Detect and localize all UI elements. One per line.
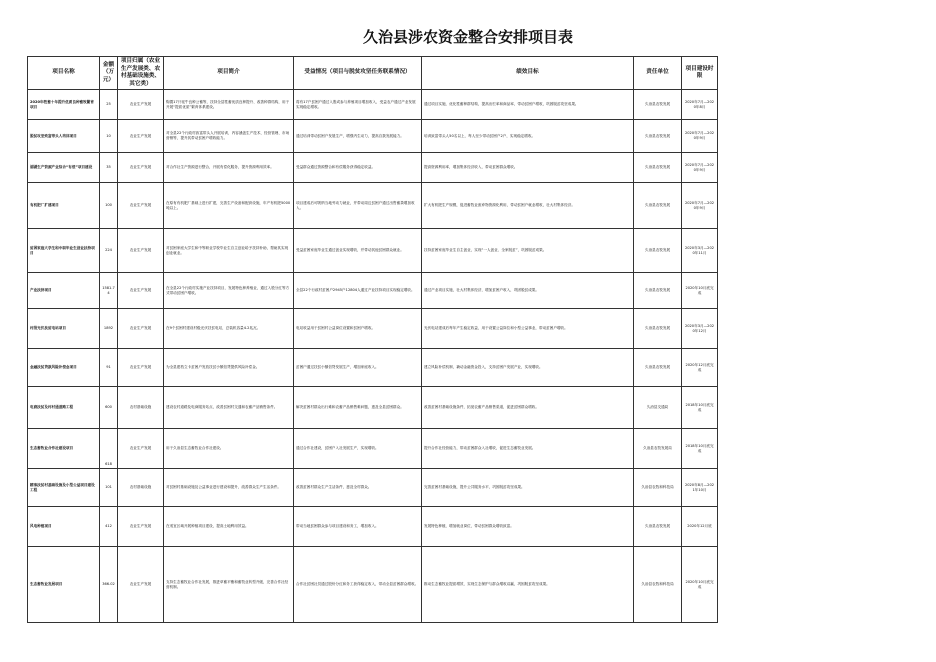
project-responsible: 久治县农牧发展局 bbox=[634, 429, 682, 469]
project-responsible: 久治县农牧发展 bbox=[634, 273, 682, 309]
project-period: 2020年7月—2020年9月 bbox=[682, 153, 718, 183]
project-amount: 618 bbox=[100, 429, 118, 469]
project-benefit: 通过培训带动贫困户发展生产，增强内生动力，提高自我发展能力。 bbox=[294, 120, 422, 153]
table-row bbox=[28, 349, 718, 387]
project-amount: 91 bbox=[100, 349, 118, 387]
table-row bbox=[28, 273, 718, 309]
project-name: 贫困家庭大学生和中职毕业生创业扶持项目 bbox=[28, 229, 100, 273]
project-name: 精准扶贫村基础设施及小型公益项目建设工程 bbox=[28, 469, 100, 507]
project-mechanism: 培训致富带头人50名以上，每人至少带动贫困户2户，实现稳定增收。 bbox=[422, 120, 634, 153]
project-intro: 用于久治县生态畜牧业合作社建设。 bbox=[164, 429, 294, 469]
project-benefit: 带动当地贫困群众参与项目建设和务工，增加收入。 bbox=[294, 507, 422, 547]
project-benefit: 受益贫困家庭毕业生通过创业实现增收，并带动其他贫困群众就业。 bbox=[294, 229, 422, 273]
project-name: 电商扶贫及村村通道路工程 bbox=[28, 387, 100, 429]
project-intro: 对全县22个行政村致富带头人开展培训，内容涵盖生产技术、经营管理、市场营销等，提升其带动贫困户增收能力。 bbox=[164, 120, 294, 153]
project-mechanism: 通过项目实施，优化牲畜种群结构，提高出栏率和商品率，带动贫困户增收，巩固脱贫攻坚成果。 bbox=[422, 90, 634, 120]
project-period: 2020年7月—2020年8月 bbox=[682, 90, 718, 120]
project-category: 农业生产发展 bbox=[118, 120, 164, 153]
project-category: 农业生产发展 bbox=[118, 547, 164, 623]
header-mechanism: 绩效目标 bbox=[422, 57, 634, 90]
project-amount: 1892 bbox=[100, 309, 118, 349]
project-name: 生态畜牧业发展项目 bbox=[28, 547, 100, 623]
project-responsible: 久治县农牧发展 bbox=[634, 183, 682, 229]
project-responsible: 久治县农牧和科技局 bbox=[634, 469, 682, 507]
project-name: 村级光伏扶贫电站项目 bbox=[28, 309, 100, 349]
project-benefit: 通过合作社建设，贫困户入社发展生产，实现增收。 bbox=[294, 429, 422, 469]
project-benefit: 贫困户通过扶贫小额信贷发展生产，增加家庭收入。 bbox=[294, 349, 422, 387]
project-benefit: 电站收益用于贫困村公益岗位设置和贫困户增收。 bbox=[294, 309, 422, 349]
project-responsible: 久治县农牧发展 bbox=[634, 309, 682, 349]
header-row bbox=[28, 57, 718, 90]
project-name: 脱贫攻坚致富带头人培训项目 bbox=[28, 120, 100, 153]
project-category: 农业生产发展 bbox=[118, 429, 164, 469]
project-responsible: 久治县农牧发展 bbox=[634, 120, 682, 153]
project-amount: 35 bbox=[100, 153, 118, 183]
project-table bbox=[27, 56, 718, 623]
table-row bbox=[28, 90, 718, 120]
project-responsible: 久治县农牧发展 bbox=[634, 349, 682, 387]
project-amount: 25 bbox=[100, 90, 118, 120]
project-mechanism: 建立风险补偿机制，撬动金融资金投入，支持贫困户发展产业，实现增收。 bbox=[422, 349, 634, 387]
project-period: 2020年3月—2020年11月 bbox=[682, 229, 718, 273]
project-intro: 对贫困村基础设施及公益事业进行建设和提升，改善群众生产生活条件。 bbox=[164, 469, 294, 507]
project-intro: 对贫困家庭大学生和中等职业学校毕业生自主创业给予扶持补助，帮助其实现创业就业。 bbox=[164, 229, 294, 273]
project-responsible: 久治县农牧发展 bbox=[634, 153, 682, 183]
project-name: 2020年牲畜十年提升优质良种畜牧繁育项目 bbox=[28, 90, 100, 120]
project-intro: 在9个贫困村建设村级光伏扶贫电站，总装机容量4.2兆瓦。 bbox=[164, 309, 294, 349]
project-intro: 为全县建档立卡贫困户发放扶贫小额信贷提供风险补偿金。 bbox=[164, 349, 294, 387]
header-benefit: 受益情况（项目与脱贫攻坚任务联系情况） bbox=[294, 57, 422, 90]
project-name: 金融扶贫贷款风险补偿金项目 bbox=[28, 349, 100, 387]
project-intro: 对合作社生产资源进行整合，开展有偿化服务，提升资源利用效率。 bbox=[164, 153, 294, 183]
project-benefit: 合作社贫困社员通过股份分红和务工获得稳定收入，带动全县贫困群众增收。 bbox=[294, 547, 422, 623]
project-mechanism: 扩大有机肥生产规模，促进畜牧业废弃物资源化利用，带动贫困户就业增收，壮大村集体经济。 bbox=[422, 183, 634, 229]
project-mechanism: 提升合作社经营能力，带动贫困群众入社增收，促进生态畜牧业发展。 bbox=[422, 429, 634, 469]
project-period: 2018年10月底完成 bbox=[682, 429, 718, 469]
project-amount: 101 bbox=[100, 469, 118, 507]
project-amount: 100 bbox=[100, 183, 118, 229]
project-category: 农业生产发展 bbox=[118, 273, 164, 309]
header-period: 项目建设时限 bbox=[682, 57, 718, 90]
project-name: 生态畜牧业合作社建设项目 bbox=[28, 429, 100, 469]
table-row bbox=[28, 547, 718, 623]
project-period: 2018年10月底完成 bbox=[682, 387, 718, 429]
project-period: 2020年3月—2020年12月 bbox=[682, 309, 718, 349]
project-benefit: 受益群众通过资源整合和有偿服务获得稳定收益。 bbox=[294, 153, 422, 183]
project-category: 农业生产发展 bbox=[118, 90, 164, 120]
header-amount: 金额（万元） bbox=[100, 57, 118, 90]
table-row bbox=[28, 229, 718, 273]
project-name: 产业扶持项目 bbox=[28, 273, 100, 309]
project-period: 2020年10月底完成 bbox=[682, 273, 718, 309]
table-row bbox=[28, 469, 718, 507]
header-name: 项目名称 bbox=[28, 57, 100, 90]
header-intro: 项目简介 bbox=[164, 57, 294, 90]
project-responsible: 久治县交通局 bbox=[634, 387, 682, 429]
project-category: 农村基础设施 bbox=[118, 387, 164, 429]
project-mechanism: 发展特色种植，增加就业岗位，带动贫困群众增收致富。 bbox=[422, 507, 634, 547]
project-benefit: 全县22个行政村贫困户2945户12804人通过产业扶持项目实现稳定增收。 bbox=[294, 273, 422, 309]
project-benefit: 改善贫困村群众生产生活条件，惠及全村群众。 bbox=[294, 469, 422, 507]
project-benefit: 将有17户贫困户通过入股或参与养殖项目增加收入，受益农户通过产业发展实现稳定增收。 bbox=[294, 90, 422, 120]
project-intro: 建设农村道路及电商服务站点，改善贫困村交通和农畜产品销售条件。 bbox=[164, 387, 294, 429]
table-row bbox=[28, 120, 718, 153]
project-responsible: 久治县农牧发展 bbox=[634, 507, 682, 547]
header-category: 项目归属（农业生产发展类、农村基础设施类、其它类） bbox=[118, 57, 164, 90]
project-name: 有机肥厂扩建项目 bbox=[28, 183, 100, 229]
project-amount: 224 bbox=[100, 229, 118, 273]
project-intro: 在原有有机肥厂基础上进行扩建，完善生产设备和配套设施，年产有机肥5000吨以上。 bbox=[164, 183, 294, 229]
project-category: 农业生产发展 bbox=[118, 507, 164, 547]
project-benefit: 解决贫困村群众出行难和农畜产品销售难问题，惠及全县贫困群众。 bbox=[294, 387, 422, 429]
table-row bbox=[28, 153, 718, 183]
table-row bbox=[28, 507, 718, 547]
project-mechanism: 推动生态畜牧业提质增效，实现生态保护与群众增收双赢，巩固脱贫攻坚成果。 bbox=[422, 547, 634, 623]
project-intro: 在适宜区域开展种植项目建设，提高土地利用效益。 bbox=[164, 507, 294, 547]
project-benefit: 项目建成后可吸纳当地劳动力就业，并带动周边贫困户通过出售畜粪增加收入。 bbox=[294, 183, 422, 229]
project-category: 农业生产发展 bbox=[118, 183, 164, 229]
project-intro: 支持生态畜牧业合作社发展，推进草畜平衡和畜牧业转型升级，完善合作社经营机制。 bbox=[164, 547, 294, 623]
project-name: 湖湖生产资源产业综合“有偿”项目建设 bbox=[28, 153, 100, 183]
table-row bbox=[28, 309, 718, 349]
project-category: 农业生产发展 bbox=[118, 309, 164, 349]
project-amount: 412 bbox=[100, 507, 118, 547]
project-period: 2020年8月—2021年10月 bbox=[682, 469, 718, 507]
project-mechanism: 改善贫困村基础设施条件，拓宽农畜产品销售渠道，促进贫困群众增收。 bbox=[422, 387, 634, 429]
table-row bbox=[28, 387, 718, 429]
project-category: 农村基础设施 bbox=[118, 469, 164, 507]
project-responsible: 久治县农牧和科技局 bbox=[634, 547, 682, 623]
project-period: 2020年7月—2020年9月 bbox=[682, 183, 718, 229]
project-mechanism: 扶持贫困家庭毕业生自主创业，实现“一人创业、全家脱贫”，巩固脱贫成果。 bbox=[422, 229, 634, 273]
project-amount: 1581.74 bbox=[100, 273, 118, 309]
table-row bbox=[28, 429, 718, 469]
project-period: 2020年10月底完成 bbox=[682, 547, 718, 623]
project-name: 风电种植项目 bbox=[28, 507, 100, 547]
project-intro: 在全县22个行政村实施产业扶持项目，发展特色种养殖业，通过入股分红等方式带动贫困户增收。 bbox=[164, 273, 294, 309]
project-period: 2020年12月底完成 bbox=[682, 349, 718, 387]
project-responsible: 久治县农牧发展 bbox=[634, 229, 682, 273]
project-amount: 366.02 bbox=[100, 547, 118, 623]
project-amount: 10 bbox=[100, 120, 118, 153]
project-category: 农业生产发展 bbox=[118, 153, 164, 183]
project-mechanism: 提高资源利用率，增加集体经济收入，带动贫困群众增收。 bbox=[422, 153, 634, 183]
project-rows bbox=[28, 90, 718, 623]
document-title: 久治县涉农资金整合安排项目表 bbox=[362, 28, 573, 46]
project-mechanism: 光伏电站建成后每年产生稳定收益，用于设置公益岗位和小型公益事业，带动贫困户增收。 bbox=[422, 309, 634, 349]
header-responsible: 责任单位 bbox=[634, 57, 682, 90]
project-mechanism: 通过产业项目实施，壮大村集体经济，增加贫困户收入，巩固脱贫成果。 bbox=[422, 273, 634, 309]
project-responsible: 久治县农牧发展 bbox=[634, 90, 682, 120]
project-period: 2020年7月—2020年9月 bbox=[682, 120, 718, 153]
table-row bbox=[28, 183, 718, 229]
project-intro: 购置17只牦牛良种公畜等，扶持全县牲畜优质良种提升、改善种群结构，用于开展“提质优质”繁育体系建设。 bbox=[164, 90, 294, 120]
project-category: 农业生产发展 bbox=[118, 229, 164, 273]
project-category: 农业生产发展 bbox=[118, 349, 164, 387]
project-period: 2020年12月底 bbox=[682, 507, 718, 547]
project-mechanism: 完善贫困村基础设施，提升公共服务水平，巩固脱贫攻坚成果。 bbox=[422, 469, 634, 507]
project-amount: 600 bbox=[100, 387, 118, 429]
